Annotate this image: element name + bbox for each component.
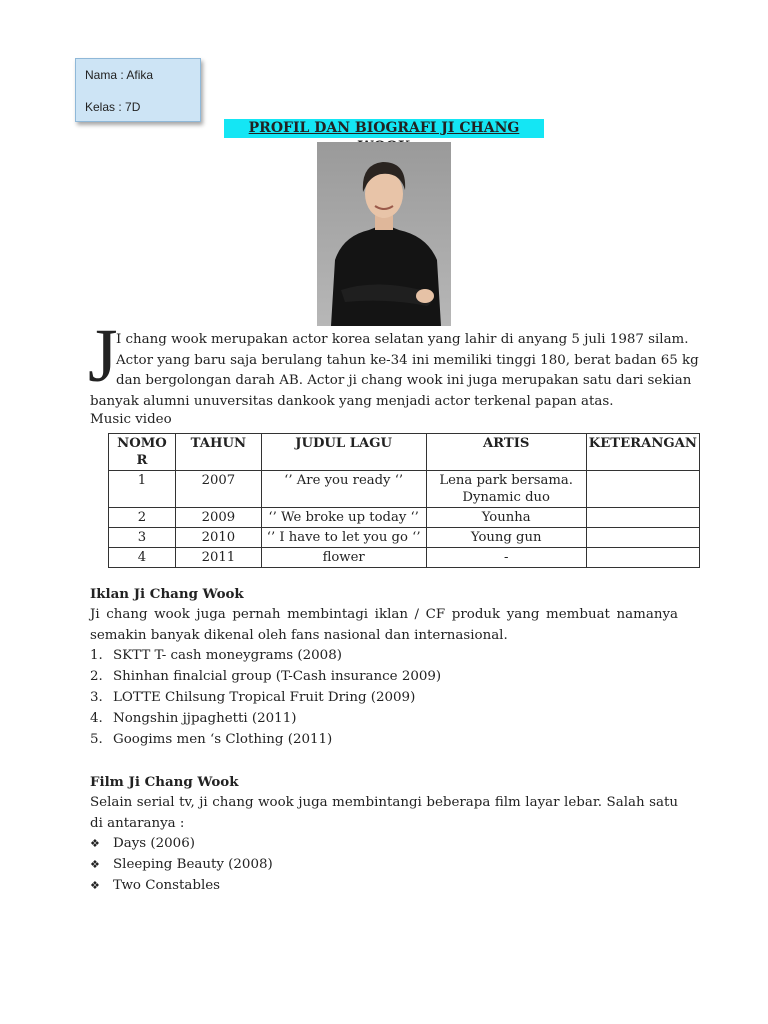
list-item: 1. SKTT T- cash moneygrams (2008) (90, 648, 342, 664)
list-item: ❖ Days (2006) (90, 834, 678, 855)
table-cell: 2010 (175, 528, 261, 548)
iklan-body: Ji chang wook juga pernah membintagi iklan / CF produk yang membuat namanya semakin banyak dikenal oleh fans nasional dan internasional. (90, 606, 678, 643)
diamond-bullet-icon: ❖ (90, 878, 100, 892)
table-cell: Younha (426, 508, 586, 528)
film-heading: Film Ji Chang Wook (90, 774, 239, 790)
table-row (109, 548, 700, 568)
column-header-keterangan: KETERANGAN (586, 434, 699, 471)
iklan-section (90, 584, 678, 750)
list-item: ❖ Two Constables (90, 876, 678, 897)
table-cell: ‘’ I have to let you go ‘’ (261, 528, 426, 548)
column-header-tahun: TAHUN (175, 434, 261, 471)
table-cell: ‘’ We broke up today ‘’ (261, 508, 426, 528)
table-cell: 2 (109, 508, 176, 528)
table-cell (586, 548, 699, 568)
table-cell: 1 (109, 471, 176, 508)
column-header-artis: ARTIS (426, 434, 586, 471)
table-cell: flower (261, 548, 426, 568)
drop-cap: J (88, 314, 118, 398)
table-cell (586, 528, 699, 548)
name-class-box (75, 58, 201, 122)
table-cell: - (426, 548, 586, 568)
table-cell: 3 (109, 528, 176, 548)
intro-line: dan bergolongan darah AB. Actor ji chang wook ini juga merupakan satu dari sekian (116, 373, 692, 389)
list-item: ❖ Sleeping Beauty (2008) (90, 855, 678, 876)
table-cell: 2007 (175, 471, 261, 508)
list-item: 4. Nongshin jjpaghetti (2011) (90, 710, 297, 726)
intro-line: I chang wook merupakan actor korea selatan yang lahir di anyang 5 juli 1987 silam. (116, 332, 689, 347)
table-row (109, 508, 700, 528)
table-header-row (109, 434, 700, 471)
intro-line: Actor yang baru saja berulang tahun ke-34 ini memiliki tinggi 180, berat badan 65 kg (116, 352, 699, 368)
column-header-judul: JUDUL LAGU (261, 434, 426, 471)
table-cell: 4 (109, 548, 176, 568)
portrait-photo (317, 142, 451, 326)
diamond-bullet-icon: ❖ (90, 858, 100, 872)
student-name: Nama : Afika (85, 68, 154, 82)
iklan-heading: Iklan Ji Chang Wook (90, 586, 244, 602)
table-cell (586, 508, 699, 528)
table-cell: ‘’ Are you ready ‘’ (261, 471, 426, 508)
column-header-nomor: NOMO R (109, 434, 176, 471)
diamond-bullet-icon: ❖ (90, 837, 100, 851)
table-cell (586, 471, 699, 508)
film-section (90, 772, 678, 897)
table-row (109, 528, 700, 548)
film-body: Selain serial tv, ji chang wook juga membintangi beberapa film layar lebar. Salah satu di antaranya : (90, 794, 678, 831)
student-class: Kelas : 7D (85, 100, 141, 114)
list-item: 5. Googims men ‘s Clothing (2011) (90, 731, 333, 747)
table-cell: 2009 (175, 508, 261, 528)
intro-line: banyak alumni unuversitas dankook yang menjadi actor terkenal papan atas. (90, 394, 614, 410)
page-title: PROFIL DAN BIOGRAFI JI CHANG (224, 119, 544, 138)
list-item: 3. LOTTE Chilsung Tropical Fruit Dring (2009) (90, 689, 416, 705)
table-cell: 2011 (175, 548, 261, 568)
list-item: 2. Shinhan finalcial group (T-Cash insurance 2009) (90, 669, 442, 685)
table-cell: Lena park bersama. Dynamic duo (426, 471, 586, 508)
table-row (109, 471, 700, 508)
music-video-table (108, 433, 700, 568)
table-cell: Young gun (426, 528, 586, 548)
music-video-label: Music video (90, 412, 172, 427)
intro-paragraph (90, 330, 699, 413)
